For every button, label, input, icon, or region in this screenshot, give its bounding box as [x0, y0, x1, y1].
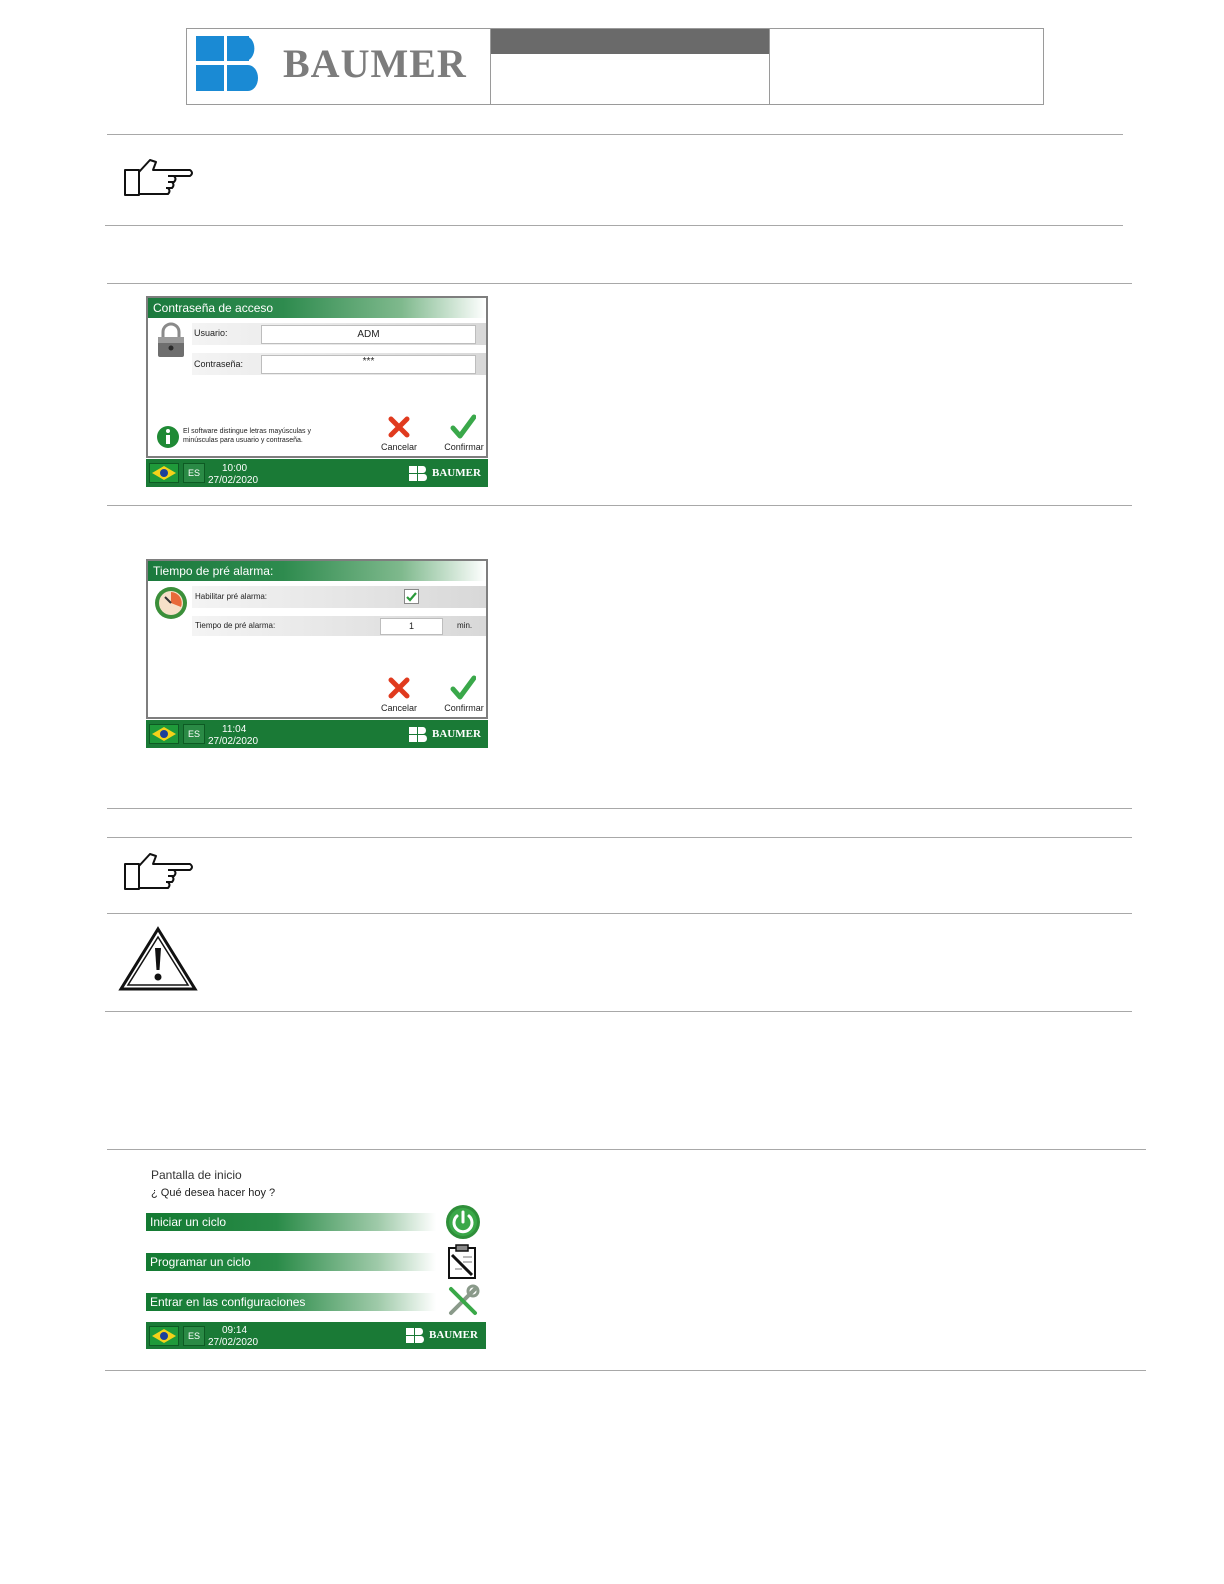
baumer-small-logo-icon: [409, 727, 427, 742]
menu-item-start-cycle[interactable]: [146, 1213, 436, 1231]
info-icon: [156, 425, 180, 449]
divider: [107, 505, 1132, 506]
brazil-flag-icon: [150, 1327, 178, 1345]
cancel-button[interactable]: [376, 675, 422, 715]
confirm-label: Confirmar: [444, 442, 484, 452]
menu-item-settings[interactable]: [146, 1293, 436, 1311]
checkmark-icon: [405, 590, 418, 603]
dialog-title: Tiempo de pré alarma:: [148, 561, 486, 581]
language-button[interactable]: ES: [183, 463, 205, 483]
info-text-line2: minúsculas para usuario y contraseña.: [183, 437, 303, 444]
status-bar: [146, 720, 488, 748]
confirm-check-icon: [450, 675, 476, 701]
flag-button[interactable]: [149, 1326, 179, 1346]
confirm-button[interactable]: [440, 673, 488, 715]
clock-date: 27/02/2020: [208, 1337, 259, 1348]
clock-date: 27/02/2020: [208, 475, 259, 486]
status-brand: BAUMER: [432, 728, 481, 740]
info-text-line1: El software distingue letras mayúsculas y: [183, 428, 311, 435]
flag-button[interactable]: [149, 463, 179, 483]
divider: [105, 1370, 1146, 1371]
clipboard-icon[interactable]: [446, 1243, 480, 1279]
divider: [107, 134, 1123, 135]
padlock-icon: [156, 322, 186, 358]
divider: [107, 1149, 1146, 1150]
enable-label: Habilitar pré alarma:: [195, 592, 268, 601]
language-button[interactable]: ES: [183, 1326, 205, 1346]
password-field[interactable]: ***: [261, 355, 476, 374]
baumer-logo-text: BAUMER: [283, 41, 467, 86]
user-field[interactable]: ADM: [261, 325, 476, 344]
enable-checkbox[interactable]: [404, 589, 419, 604]
cancel-x-icon: [388, 677, 410, 699]
clock-date: 27/02/2020: [208, 736, 259, 747]
brazil-flag-icon: [150, 725, 178, 743]
tools-icon[interactable]: [446, 1284, 480, 1318]
home-title: Pantalla de inicio: [151, 1168, 242, 1182]
confirm-label: Confirmar: [444, 703, 484, 713]
language-button[interactable]: ES: [183, 724, 205, 744]
confirm-button[interactable]: [440, 412, 488, 454]
divider: [105, 225, 1123, 226]
cancel-button[interactable]: [376, 414, 422, 454]
baumer-logo-icon: [196, 36, 258, 91]
clock-time: 10:00: [222, 463, 248, 474]
status-brand: BAUMER: [432, 467, 481, 479]
menu-item-label: Programar un ciclo: [150, 1255, 251, 1269]
baumer-small-logo-icon: [409, 466, 427, 481]
baumer-small-logo-icon: [406, 1328, 424, 1343]
menu-item-label: Entrar en las configuraciones: [150, 1295, 306, 1309]
divider: [107, 837, 1132, 838]
power-icon[interactable]: [445, 1204, 481, 1240]
status-bar: [146, 459, 488, 487]
cancel-x-icon: [388, 416, 410, 438]
confirm-check-icon: [450, 414, 476, 440]
dialog-title: Contraseña de acceso: [148, 298, 486, 318]
clock-icon: [153, 585, 189, 621]
login-dialog: [146, 296, 488, 458]
password-label: Contraseña:: [194, 359, 244, 369]
divider: [105, 1011, 1132, 1012]
cancel-label: Cancelar: [380, 442, 418, 452]
status-bar: [146, 1322, 486, 1349]
prealarm-dialog: [146, 559, 488, 719]
pointing-hand-icon: [124, 852, 196, 892]
header-title-bar: [491, 29, 769, 54]
menu-item-label: Iniciar un ciclo: [150, 1215, 227, 1229]
time-field[interactable]: 1: [380, 618, 443, 635]
divider: [107, 808, 1132, 809]
flag-button[interactable]: [149, 724, 179, 744]
divider: [107, 913, 1132, 914]
menu-item-program-cycle[interactable]: [146, 1253, 436, 1271]
clock-time: 11:04: [222, 724, 247, 735]
time-unit: min.: [457, 621, 473, 630]
home-question: ¿ Qué desea hacer hoy ?: [151, 1187, 276, 1199]
warning-icon: [118, 926, 198, 992]
pointing-hand-icon: [124, 158, 196, 198]
user-label: Usuario:: [194, 328, 228, 338]
cancel-label: Cancelar: [380, 703, 418, 713]
time-label: Tiempo de pré alarma:: [195, 621, 276, 630]
divider: [107, 283, 1132, 284]
brazil-flag-icon: [150, 464, 178, 482]
clock-time: 09:14: [222, 1325, 248, 1336]
header-info-cell: [769, 28, 1044, 105]
status-brand: BAUMER: [429, 1329, 478, 1341]
